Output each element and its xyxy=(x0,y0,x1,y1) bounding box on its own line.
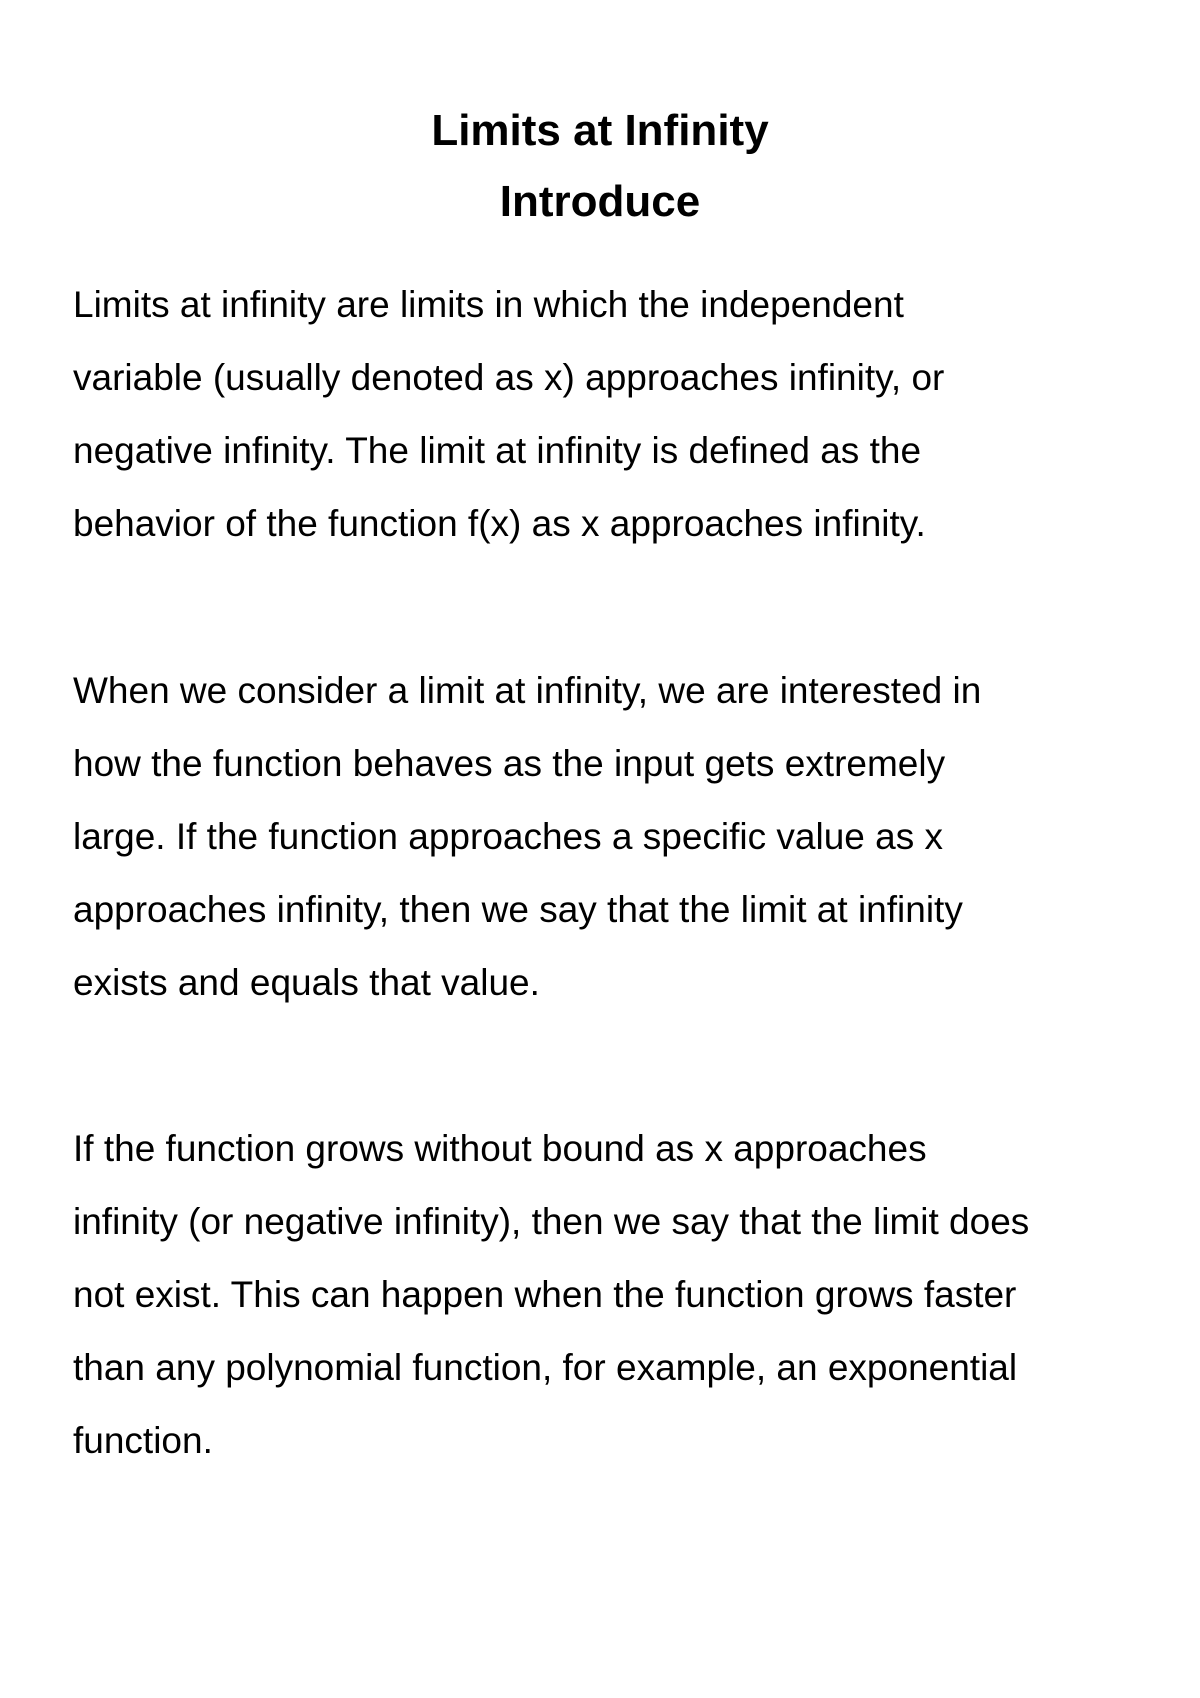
paragraph-line: When we consider a limit at infinity, we are interested in xyxy=(73,670,982,711)
paragraph-3 xyxy=(73,1112,1153,1477)
page-subtitle: Introduce xyxy=(499,177,701,226)
paragraph-line: large. If the function approaches a specific value as x xyxy=(73,816,944,857)
paragraph-line: approaches infinity, then we say that the limit at infinity xyxy=(73,889,963,930)
paragraph-line: how the function behaves as the input gets extremely xyxy=(73,743,946,784)
paragraph-line: function. xyxy=(73,1420,213,1461)
paragraph-line: Limits at infinity are limits in which the independent xyxy=(73,284,904,325)
paragraph-line: behavior of the function f(x) as x approaches infinity. xyxy=(73,503,926,544)
paragraph-line: not exist. This can happen when the function grows faster xyxy=(73,1274,1017,1315)
paragraph-line: than any polynomial function, for example, an exponential xyxy=(73,1347,1018,1388)
page-title: Limits at Infinity xyxy=(431,106,769,155)
paragraph-line: exists and equals that value. xyxy=(73,962,540,1003)
paragraph-line: variable (usually denoted as x) approaches infinity, or xyxy=(73,357,945,398)
paragraph-line: infinity (or negative infinity), then we say that the limit does xyxy=(73,1201,1030,1242)
paragraph-line: negative infinity. The limit at infinity is defined as the xyxy=(73,430,922,471)
paragraph-1 xyxy=(73,268,1153,560)
paragraph-2 xyxy=(73,654,1153,1019)
paragraph-line: If the function grows without bound as x approaches xyxy=(73,1128,927,1169)
